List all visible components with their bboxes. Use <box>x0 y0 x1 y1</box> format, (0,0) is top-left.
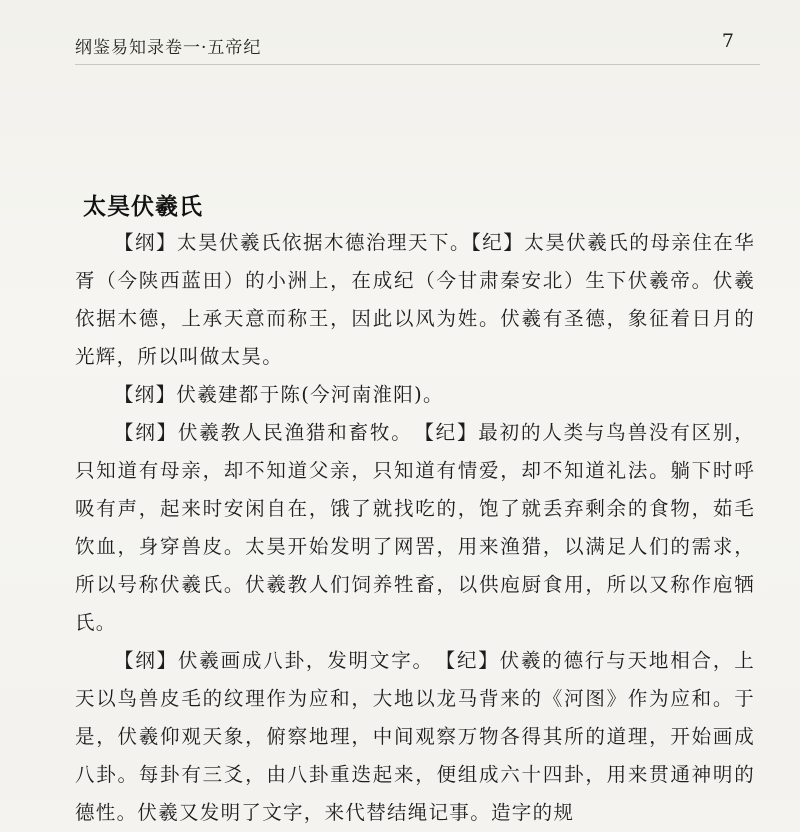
paragraph: 【纲】伏羲教人民渔猎和畜牧。 【纪】最初的人类与鸟兽没有区别，只知道有母亲，却不知道父亲，只知道有情爱，却不知道礼法。躺下时呼吸有声，起来时安闲自在，饿了就找吃的，饱了就丢弃剩余的食物，茹毛饮血，身穿兽皮。太昊开始发明了网罟，用来渔猎，以满足人们的需求，所以号称伏羲氏。伏羲教人们饲养牲畜，以供庖厨食用，所以又称作庖牺氏。 <box>75 421 755 634</box>
paragraph: 【纲】太昊伏羲氏依据木德治理天下。【纪】太昊伏羲氏的母亲住在华胥（今陕西蓝田）的小洲上，在成纪（今甘肃秦安北）生下伏羲帝。伏羲依据木德，上承天意而称王，因此以风为姓。伏羲有圣德，象征着日月的光辉，所以叫做太昊。 <box>75 231 755 368</box>
body-text <box>75 224 755 832</box>
show-through-text <box>88 62 780 140</box>
running-head: 纲鉴易知录卷一·五帝纪 <box>75 38 262 58</box>
header-divider <box>75 64 760 65</box>
paragraph: 【纲】伏羲建都于陈(今河南淮阳)。 <box>114 383 444 406</box>
paragraph: 【纲】伏羲画成八卦，发明文字。 【纪】伏羲的德行与天地相合，上天以鸟兽皮毛的纹理作为应和，大地以龙马背来的《河图》作为应和。于是，伏羲仰观天象，俯察地理，中间观察万物各得其所的道理，开始画成八卦。每卦有三爻，由八卦重迭起来，便组成六十四卦，用来贯通神明的德性。伏羲又发明了文字，来代替结绳记事。造字的规 <box>75 649 755 824</box>
page-number: 7 <box>721 30 734 52</box>
section-title: 太昊伏羲氏 <box>83 194 203 220</box>
